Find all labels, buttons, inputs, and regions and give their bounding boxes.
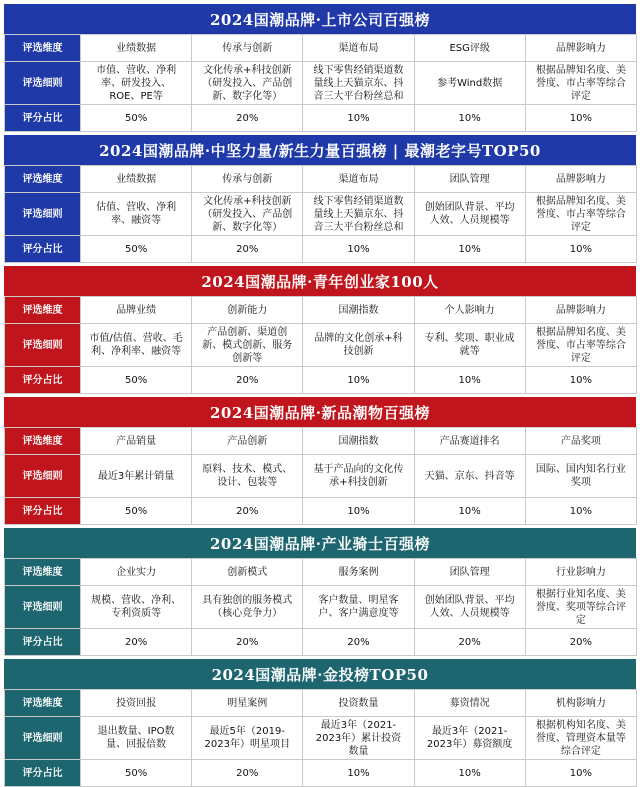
dimension-row bbox=[5, 559, 637, 586]
detail-cell: 最近5年（2019-2023年）明星项目 bbox=[192, 717, 303, 760]
section-title: 2024国潮品牌·金投榜TOP50 bbox=[4, 659, 636, 689]
dimension-cell: 募资情况 bbox=[414, 690, 525, 717]
percent-row bbox=[5, 760, 637, 787]
dimension-cell: 机构影响力 bbox=[525, 690, 636, 717]
row-label: 评分占比 bbox=[5, 236, 81, 263]
dimension-row bbox=[5, 166, 637, 193]
percent-cell: 20% bbox=[81, 629, 192, 656]
dimension-cell: 企业实力 bbox=[81, 559, 192, 586]
detail-cell: 根据品牌知名度、美誉度、市占率等综合评定 bbox=[525, 62, 636, 105]
row-label: 评选维度 bbox=[5, 297, 81, 324]
row-label: 评选细则 bbox=[5, 717, 81, 760]
section-title: 2024国潮品牌·上市公司百强榜 bbox=[4, 4, 636, 34]
percent-cell: 10% bbox=[414, 105, 525, 132]
row-label: 评分占比 bbox=[5, 367, 81, 394]
percent-cell: 10% bbox=[414, 498, 525, 525]
dimension-cell: 服务案例 bbox=[303, 559, 414, 586]
row-label: 评选细则 bbox=[5, 586, 81, 629]
dimension-cell: 国潮指数 bbox=[303, 297, 414, 324]
percent-cell: 50% bbox=[81, 105, 192, 132]
percent-cell: 10% bbox=[525, 105, 636, 132]
percent-cell: 10% bbox=[525, 498, 636, 525]
detail-cell: 根据品牌知名度、美誉度、市占率等综合评定 bbox=[525, 324, 636, 367]
percent-cell: 20% bbox=[192, 236, 303, 263]
dimension-cell: 产品创新 bbox=[192, 428, 303, 455]
percent-cell: 10% bbox=[525, 367, 636, 394]
dimension-cell: 行业影响力 bbox=[525, 559, 636, 586]
detail-cell: 根据机构知名度、美誉度、管理资本量等综合评定 bbox=[525, 717, 636, 760]
row-label: 评选维度 bbox=[5, 690, 81, 717]
percent-cell: 10% bbox=[525, 760, 636, 787]
detail-cell: 具有独创的服务模式（核心竞争力） bbox=[192, 586, 303, 629]
percent-cell: 20% bbox=[192, 367, 303, 394]
detail-cell: 创始团队背景、平均人效、人员规模等 bbox=[414, 193, 525, 236]
dimension-cell: 产品奖项 bbox=[525, 428, 636, 455]
dimension-cell: 品牌影响力 bbox=[525, 166, 636, 193]
dimension-cell: 业绩数据 bbox=[81, 35, 192, 62]
dimension-cell: 产品赛道排名 bbox=[414, 428, 525, 455]
percent-cell: 20% bbox=[192, 105, 303, 132]
percent-cell: 20% bbox=[525, 629, 636, 656]
dimension-cell: 明星案例 bbox=[192, 690, 303, 717]
row-label: 评分占比 bbox=[5, 760, 81, 787]
detail-row bbox=[5, 193, 637, 236]
detail-cell: 文化传承+科技创新（研发投入、产品创新、数字化等） bbox=[192, 62, 303, 105]
dimension-cell: 国潮指数 bbox=[303, 428, 414, 455]
dimension-cell: 团队管理 bbox=[414, 166, 525, 193]
criteria-table bbox=[4, 427, 637, 525]
percent-cell: 10% bbox=[414, 367, 525, 394]
dimension-cell: 品牌业绩 bbox=[81, 297, 192, 324]
section-title: 2024国潮品牌·中坚力量/新生力量百强榜 | 最潮老字号TOP50 bbox=[4, 135, 636, 165]
criteria-table bbox=[4, 558, 637, 656]
dimension-cell: 传承与创新 bbox=[192, 166, 303, 193]
row-label: 评选细则 bbox=[5, 62, 81, 105]
percent-cell: 20% bbox=[192, 629, 303, 656]
percent-cell: 10% bbox=[303, 367, 414, 394]
section-title: 2024国潮品牌·新品潮物百强榜 bbox=[4, 397, 636, 427]
ranking-section-listed-companies bbox=[4, 4, 636, 132]
detail-cell: 根据品牌知名度、美誉度、市占率等综合评定 bbox=[525, 193, 636, 236]
detail-cell: 估值、营收、净利率、融资等 bbox=[81, 193, 192, 236]
percent-cell: 10% bbox=[303, 105, 414, 132]
criteria-table bbox=[4, 34, 637, 132]
detail-cell: 参考Wind数据 bbox=[414, 62, 525, 105]
dimension-cell: 创新模式 bbox=[192, 559, 303, 586]
row-label: 评选细则 bbox=[5, 324, 81, 367]
detail-cell: 专利、奖项、职业成就等 bbox=[414, 324, 525, 367]
dimension-cell: 渠道布局 bbox=[303, 166, 414, 193]
ranking-section-gold-investors bbox=[4, 659, 636, 787]
detail-cell: 天猫、京东、抖音等 bbox=[414, 455, 525, 498]
criteria-table bbox=[4, 296, 637, 394]
detail-cell: 线下零售经销渠道数量线上天猫京东、抖音三大平台粉丝总和 bbox=[303, 62, 414, 105]
detail-row bbox=[5, 455, 637, 498]
detail-row bbox=[5, 717, 637, 760]
detail-row bbox=[5, 586, 637, 629]
ranking-section-industry-knights bbox=[4, 528, 636, 656]
percent-row bbox=[5, 629, 637, 656]
percent-cell: 10% bbox=[303, 760, 414, 787]
percent-cell: 10% bbox=[303, 236, 414, 263]
dimension-row bbox=[5, 690, 637, 717]
percent-cell: 50% bbox=[81, 236, 192, 263]
criteria-table bbox=[4, 165, 637, 263]
row-label: 评选维度 bbox=[5, 166, 81, 193]
detail-cell: 退出数量、IPO数量、回报倍数 bbox=[81, 717, 192, 760]
detail-cell: 市值、营收、净利率、研发投入、ROE、PE等 bbox=[81, 62, 192, 105]
detail-cell: 最近3年（2021-2023年）募资额度 bbox=[414, 717, 525, 760]
percent-row bbox=[5, 367, 637, 394]
percent-cell: 20% bbox=[303, 629, 414, 656]
percent-cell: 50% bbox=[81, 367, 192, 394]
detail-cell: 客户数量、明星客户、客户满意度等 bbox=[303, 586, 414, 629]
section-title: 2024国潮品牌·产业骑士百强榜 bbox=[4, 528, 636, 558]
criteria-table bbox=[4, 689, 637, 787]
row-label: 评选维度 bbox=[5, 35, 81, 62]
dimension-row bbox=[5, 297, 637, 324]
percent-cell: 50% bbox=[81, 760, 192, 787]
percent-row bbox=[5, 105, 637, 132]
dimension-cell: 产品销量 bbox=[81, 428, 192, 455]
percent-row bbox=[5, 498, 637, 525]
detail-cell: 最近3年累计销量 bbox=[81, 455, 192, 498]
percent-cell: 10% bbox=[525, 236, 636, 263]
ranking-section-new-products bbox=[4, 397, 636, 525]
row-label: 评选细则 bbox=[5, 193, 81, 236]
dimension-cell: 业绩数据 bbox=[81, 166, 192, 193]
detail-cell: 文化传承+科技创新（研发投入、产品创新、数字化等） bbox=[192, 193, 303, 236]
dimension-row bbox=[5, 428, 637, 455]
detail-cell: 根据行业知名度、美誉度、奖项等综合评定 bbox=[525, 586, 636, 629]
detail-row bbox=[5, 62, 637, 105]
ranking-section-young-entrepreneurs bbox=[4, 266, 636, 394]
section-title: 2024国潮品牌·青年创业家100人 bbox=[4, 266, 636, 296]
dimension-cell: 团队管理 bbox=[414, 559, 525, 586]
dimension-cell: 创新能力 bbox=[192, 297, 303, 324]
dimension-cell: 投资回报 bbox=[81, 690, 192, 717]
percent-cell: 10% bbox=[414, 760, 525, 787]
detail-cell: 规模、营收、净利、专利资质等 bbox=[81, 586, 192, 629]
detail-cell: 创始团队背景、平均人效、人员规模等 bbox=[414, 586, 525, 629]
percent-cell: 50% bbox=[81, 498, 192, 525]
dimension-cell: 个人影响力 bbox=[414, 297, 525, 324]
dimension-cell: ESG评级 bbox=[414, 35, 525, 62]
row-label: 评分占比 bbox=[5, 498, 81, 525]
row-label: 评分占比 bbox=[5, 629, 81, 656]
dimension-row bbox=[5, 35, 637, 62]
row-label: 评选维度 bbox=[5, 428, 81, 455]
dimension-cell: 投资数量 bbox=[303, 690, 414, 717]
row-label: 评选维度 bbox=[5, 559, 81, 586]
dimension-cell: 品牌影响力 bbox=[525, 35, 636, 62]
dimension-cell: 品牌影响力 bbox=[525, 297, 636, 324]
percent-cell: 10% bbox=[303, 498, 414, 525]
detail-cell: 最近3年（2021-2023年）累计投资数量 bbox=[303, 717, 414, 760]
detail-cell: 品牌的文化创承+科技创新 bbox=[303, 324, 414, 367]
detail-cell: 国际、国内知名行业奖项 bbox=[525, 455, 636, 498]
row-label: 评选细则 bbox=[5, 455, 81, 498]
ranking-section-mid-new-forces bbox=[4, 135, 636, 263]
percent-cell: 20% bbox=[192, 498, 303, 525]
percent-cell: 20% bbox=[414, 629, 525, 656]
detail-cell: 产品创新、渠道创新、模式创新、服务创新等 bbox=[192, 324, 303, 367]
detail-row bbox=[5, 324, 637, 367]
dimension-cell: 传承与创新 bbox=[192, 35, 303, 62]
detail-cell: 基于产品向的文化传承+科技创新 bbox=[303, 455, 414, 498]
percent-cell: 10% bbox=[414, 236, 525, 263]
dimension-cell: 渠道布局 bbox=[303, 35, 414, 62]
percent-row bbox=[5, 236, 637, 263]
detail-cell: 线下零售经销渠道数量线上天猫京东、抖音三大平台粉丝总和 bbox=[303, 193, 414, 236]
detail-cell: 市值/估值、营收、毛利、净利率、融资等 bbox=[81, 324, 192, 367]
detail-cell: 原料、技术、模式、设计、包装等 bbox=[192, 455, 303, 498]
row-label: 评分占比 bbox=[5, 105, 81, 132]
percent-cell: 20% bbox=[192, 760, 303, 787]
